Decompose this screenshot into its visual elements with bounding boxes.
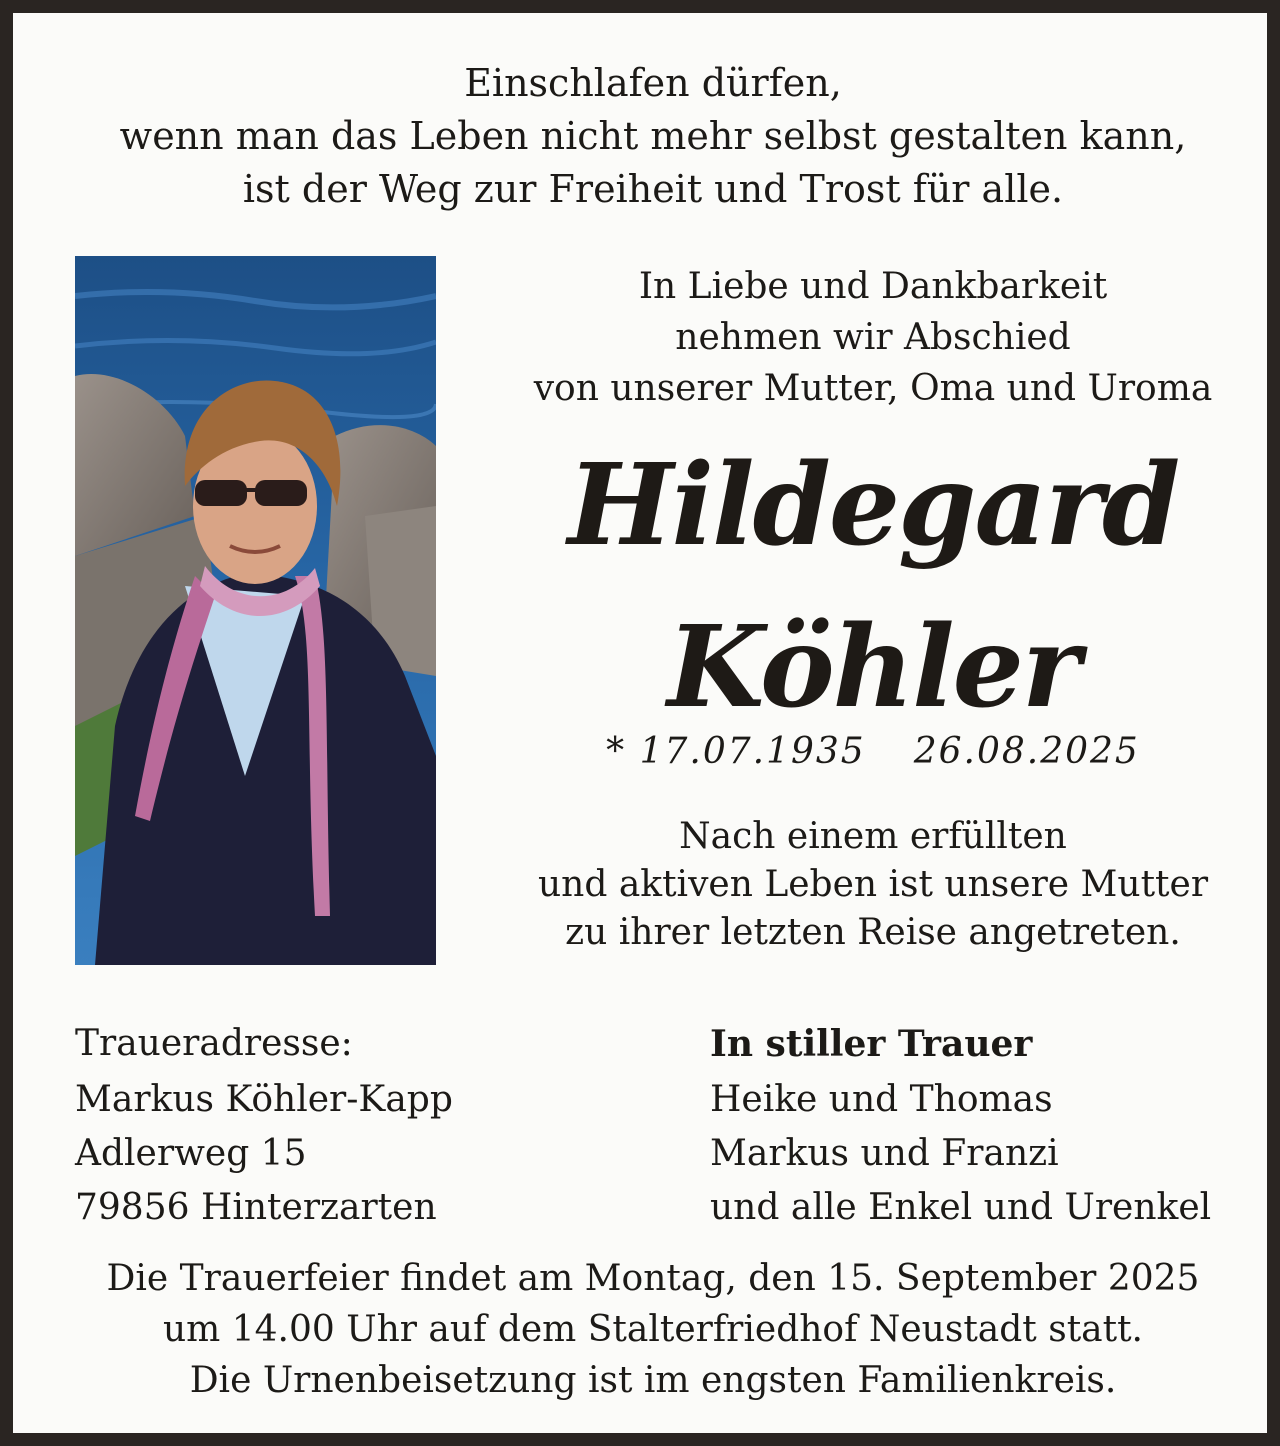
motto-line: ist der Weg zur Freiheit und Trost für alle. [242, 167, 1064, 211]
life-dates [493, 727, 1253, 777]
farewell-message [493, 813, 1253, 957]
message-line: Nach einem erfüllten [679, 816, 1067, 857]
intro-text [493, 261, 1253, 414]
portrait-photo [75, 256, 436, 965]
mourners-heading: In stiller Trauer [710, 1023, 1033, 1065]
funeral-service-info [53, 1253, 1253, 1406]
address-city: 79856 Hinterzarten [75, 1187, 437, 1228]
intro-line: von unserer Mutter, Oma und Uroma [533, 368, 1213, 409]
mourner-entry: und alle Enkel und Urenkel [710, 1187, 1212, 1228]
birth-date: * 17.07.1935 [606, 731, 866, 772]
address-heading: Traueradresse: [75, 1023, 353, 1064]
message-line: und aktiven Leben ist unsere Mutter [537, 864, 1209, 905]
mourner-entry: Heike und Thomas [710, 1079, 1053, 1120]
mourners-list [710, 1017, 1211, 1235]
service-line: Die Urnenbeisetzung ist im engsten Familienkreis. [189, 1360, 1117, 1401]
deceased-last-name: Köhler [667, 602, 1079, 733]
motto-line: wenn man das Leben nicht mehr selbst gestalten kann, [119, 114, 1187, 158]
deceased-first-name: Hildegard [567, 440, 1179, 571]
address-name: Markus Köhler-Kapp [75, 1079, 453, 1120]
message-line: zu ihrer letzten Reise angetreten. [565, 912, 1181, 953]
intro-line: In Liebe und Dankbarkeit [638, 266, 1108, 307]
condolence-address [75, 1017, 453, 1235]
service-line: Die Trauerfeier findet am Montag, den 15. September 2025 [106, 1258, 1200, 1299]
service-line: um 14.00 Uhr auf dem Stalterfriedhof Neustadt statt. [162, 1309, 1144, 1350]
death-date: 26.08.2025 [913, 731, 1140, 772]
mourner-entry: Markus und Franzi [710, 1133, 1059, 1174]
motto-verse [53, 57, 1253, 216]
motto-line: Einschlafen dürfen, [464, 61, 842, 105]
intro-line: nehmen wir Abschied [675, 317, 1071, 358]
address-street: Adlerweg 15 [75, 1133, 307, 1174]
